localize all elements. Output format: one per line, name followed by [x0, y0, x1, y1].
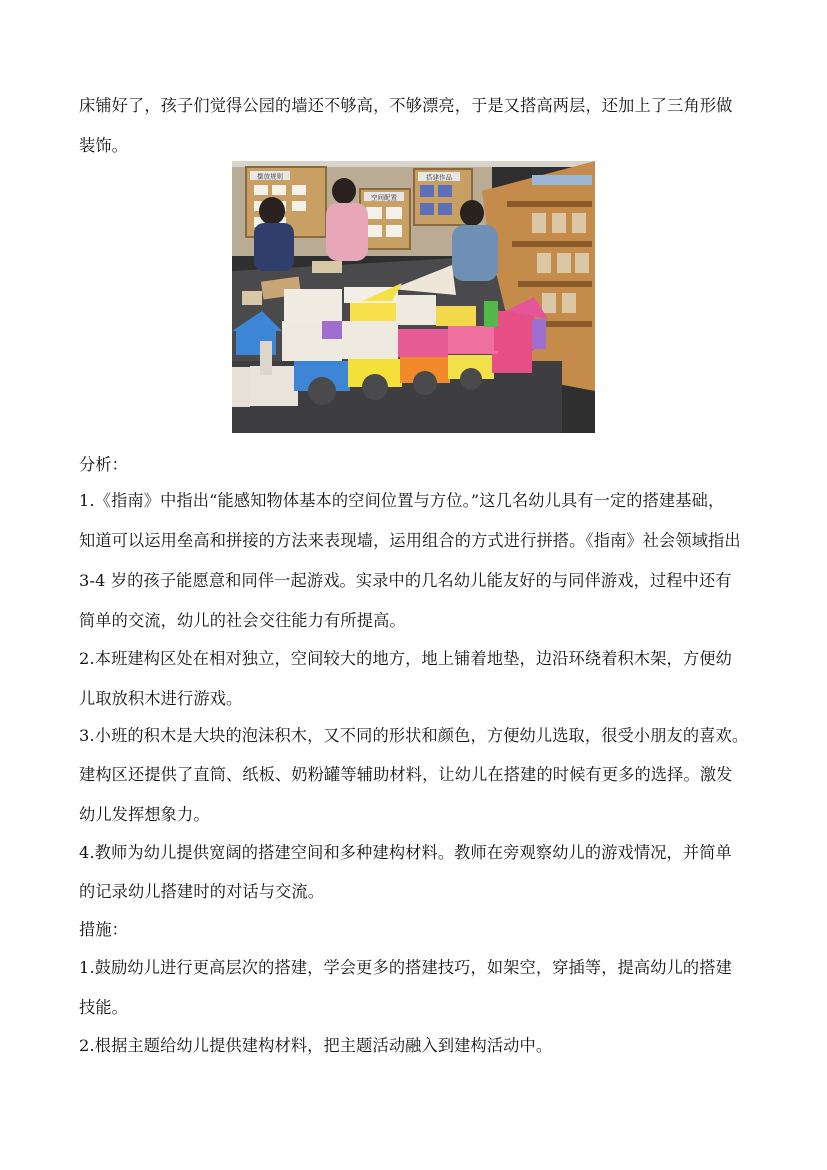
analysis-p3-line-3: 幼儿发挥想象力。: [79, 805, 210, 824]
analysis-p2-line-2: 儿取放积木进行游戏。: [79, 689, 243, 708]
poster-title-mid: 空间配置: [371, 193, 397, 202]
analysis-p3-line-2: 建构区还提供了直筒、纸板、奶粉罐等辅助材料，让幼儿在搭建的时候有更多的选择。激发: [79, 765, 733, 784]
analysis-p2-line-1: 2.本班建构区处在相对独立，空间较大的地方，地上铺着地垫，边沿环绕着积木架，方便幼: [79, 649, 732, 668]
child-3: [460, 200, 484, 226]
child-1: [259, 197, 285, 225]
analysis-p1-line-1: 1.《指南》中指出“能感知物体基本的空间位置与方位。”这几名幼儿具有一定的搭建基础，: [79, 491, 725, 510]
block-building-photo: [232, 161, 595, 433]
measures-heading: 措施：: [79, 920, 129, 939]
measures-m1-line-2: 技能。: [79, 998, 129, 1017]
classroom-photo: [232, 161, 595, 433]
analysis-p4-line-1: 4.教师为幼儿提供宽阔的搭建空间和多种建构材料。教师在旁观察幼儿的游戏情况，并简单: [79, 843, 732, 862]
analysis-p3-line-1: 3.小班的积木是大块的泡沫积木，又不同的形状和颜色，方便幼儿选取，很受小朋友的喜欢。: [79, 726, 749, 745]
analysis-heading: 分析：: [79, 455, 129, 474]
analysis-p1-line-4: 简单的交流，幼儿的社会交往能力有所提高。: [79, 611, 406, 630]
analysis-p1-line-3: 3-4 岁的孩子能愿意和同伴一起游戏。实录中的几名幼儿能友好的与同伴游戏，过程中还有: [79, 571, 732, 590]
measures-m1-line-1: 1.鼓励幼儿进行更高层次的搭建，学会更多的搭建技巧，如架空，穿插等，提高幼儿的搭建: [79, 958, 732, 977]
analysis-p4-line-2: 的记录幼儿搭建时的对话与交流。: [79, 882, 325, 901]
poster-title-left: 摆放规则: [257, 172, 283, 181]
child-2: [332, 178, 356, 204]
intro-line-2: 装饰。: [79, 136, 129, 155]
measures-m2-line-1: 2.根据主题给幼儿提供建构材料，把主题活动融入到建构活动中。: [79, 1036, 553, 1055]
analysis-p1-line-2: 知道可以运用垒高和拼接的方法来表现墙，运用组合的方式进行拼搭。《指南》社会领域指出: [79, 531, 741, 550]
intro-line-1: 床铺好了，孩子们觉得公园的墙还不够高，不够漂亮，于是又搭高两层，还加上了三角形做: [79, 96, 733, 115]
poster-title-right: 搭建作品: [426, 173, 452, 182]
